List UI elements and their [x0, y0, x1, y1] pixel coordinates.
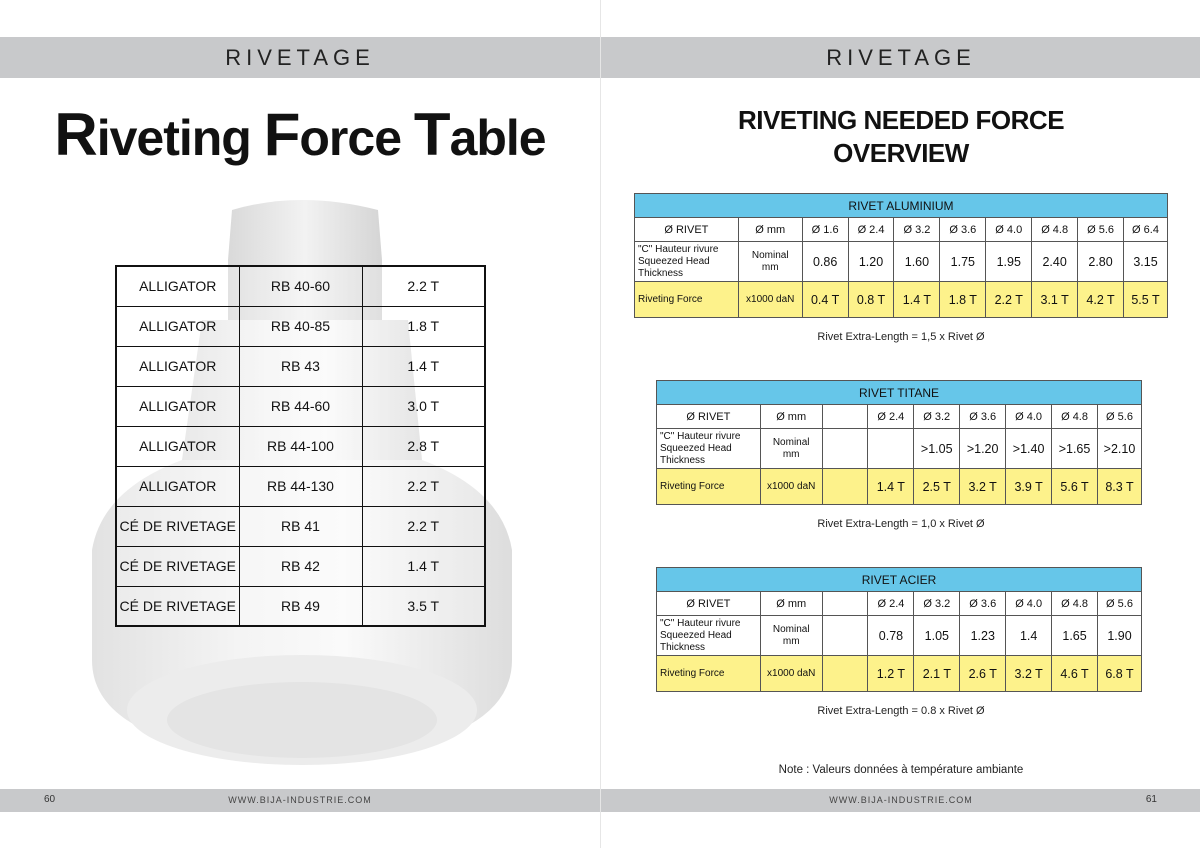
- page-title: [0, 100, 600, 169]
- thickness-label-line: Squeezed Head: [660, 442, 732, 454]
- acier-table: [656, 567, 1142, 692]
- force-cell: 3.1 T: [1032, 282, 1078, 318]
- rivet-label: Ø RIVET: [657, 592, 761, 616]
- thickness-cell: >1.65: [1052, 429, 1098, 469]
- tool-cell: ALLIGATOR: [116, 466, 239, 506]
- force-unit: x1000 daN: [738, 282, 802, 318]
- force-cell: 1.4 T: [868, 469, 914, 505]
- temperature-note: Note : Valeurs données à température ambiante: [778, 764, 1024, 776]
- tool-cell: ALLIGATOR: [116, 306, 239, 346]
- diameter-cell: Ø 1.6: [802, 218, 848, 242]
- page-number: 60: [44, 794, 56, 805]
- force-cell: 3.2 T: [960, 469, 1006, 505]
- tool-cell: ALLIGATOR: [116, 266, 239, 306]
- force-cell: [822, 469, 868, 505]
- model-cell: RB 40-85: [239, 306, 362, 346]
- force-cell: 5.6 T: [1052, 469, 1098, 505]
- thickness-cell: 1.65: [1052, 616, 1098, 656]
- table-header-row: [657, 381, 1142, 405]
- diameter-cell: [822, 592, 868, 616]
- diameter-cell: Ø 4.8: [1052, 405, 1098, 429]
- force-cell: 1.8 T: [940, 282, 986, 318]
- nominal-label: [760, 429, 822, 469]
- tool-cell: CÉ DE RIVETAGE: [116, 586, 239, 626]
- force-cell: 8.3 T: [1098, 469, 1142, 505]
- page-number: 61: [1145, 794, 1157, 805]
- diameter-cell: Ø 2.4: [868, 592, 914, 616]
- model-cell: RB 44-60: [239, 386, 362, 426]
- model-cell: RB 41: [239, 506, 362, 546]
- force-cell: 2.2 T: [986, 282, 1032, 318]
- force-label: Riveting Force: [657, 656, 761, 692]
- diameter-cell: Ø 3.2: [914, 405, 960, 429]
- diameter-row: [657, 592, 1142, 616]
- force-cell: 4.6 T: [1052, 656, 1098, 692]
- aluminium-table: [634, 193, 1168, 318]
- table-row: [116, 426, 485, 466]
- force-cell: 0.4 T: [802, 282, 848, 318]
- right-page: [600, 0, 1200, 848]
- mm-label: Ø mm: [760, 592, 822, 616]
- thickness-row: [657, 429, 1142, 469]
- force-cell: 0.8 T: [848, 282, 894, 318]
- table-header-row: [657, 568, 1142, 592]
- force-cell: 3.0 T: [362, 386, 485, 426]
- thickness-cell: >1.05: [914, 429, 960, 469]
- diameter-cell: Ø 4.0: [1006, 592, 1052, 616]
- diameter-cell: Ø 3.6: [960, 405, 1006, 429]
- model-cell: RB 49: [239, 586, 362, 626]
- force-row: [635, 282, 1168, 318]
- diameter-cell: Ø 2.4: [868, 405, 914, 429]
- force-cell: 3.2 T: [1006, 656, 1052, 692]
- title-capital: R: [54, 101, 97, 168]
- left-footer: [0, 789, 600, 812]
- force-row: [657, 656, 1142, 692]
- force-cell: 2.2 T: [362, 506, 485, 546]
- table-title: RIVET TITANE: [657, 381, 1142, 405]
- thickness-cell: 0.78: [868, 616, 914, 656]
- thickness-cell: 1.60: [894, 242, 940, 282]
- thickness-label-line: Thickness: [660, 641, 706, 653]
- diameter-cell: Ø 3.6: [960, 592, 1006, 616]
- force-label: Riveting Force: [635, 282, 739, 318]
- thickness-cell: [822, 429, 868, 469]
- diameter-cell: Ø 3.2: [894, 218, 940, 242]
- thickness-cell: >2.10: [1098, 429, 1142, 469]
- tool-cell: CÉ DE RIVETAGE: [116, 546, 239, 586]
- titane-table: [656, 380, 1142, 505]
- force-cell: 2.2 T: [362, 466, 485, 506]
- title-capital: T: [413, 101, 450, 168]
- tool-cell: CÉ DE RIVETAGE: [116, 506, 239, 546]
- rivet-label: Ø RIVET: [657, 405, 761, 429]
- nominal-label-line: Nominal: [751, 249, 789, 261]
- thickness-cell: 1.05: [914, 616, 960, 656]
- thickness-row: [657, 616, 1142, 656]
- force-cell: 2.1 T: [914, 656, 960, 692]
- model-cell: RB 43: [239, 346, 362, 386]
- force-cell: 1.4 T: [894, 282, 940, 318]
- tool-cell: ALLIGATOR: [116, 426, 239, 466]
- thickness-label: [657, 616, 761, 656]
- overview-title-line1: RIVETING NEEDED FORCE: [737, 105, 1065, 135]
- diameter-cell: Ø 2.4: [848, 218, 894, 242]
- thickness-cell: [822, 616, 868, 656]
- nominal-label-line: Nominal: [772, 436, 810, 448]
- thickness-cell: 1.4: [1006, 616, 1052, 656]
- force-unit: x1000 daN: [760, 469, 822, 505]
- right-banner: RIVETAGE: [601, 37, 1200, 78]
- table-row: [116, 546, 485, 586]
- table-title: RIVET ACIER: [657, 568, 1142, 592]
- thickness-label-line: Squeezed Head: [660, 629, 732, 641]
- nominal-label-line: Nominal: [772, 623, 810, 635]
- thickness-cell: 1.75: [940, 242, 986, 282]
- table-row: [116, 506, 485, 546]
- titane-extra-length: Rivet Extra-Length = 1,0 x Rivet Ø: [817, 518, 985, 530]
- acier-extra-length: Rivet Extra-Length = 0.8 x Rivet Ø: [817, 705, 985, 717]
- tool-cell: ALLIGATOR: [116, 386, 239, 426]
- thickness-label: [657, 429, 761, 469]
- model-cell: RB 44-100: [239, 426, 362, 466]
- table-row: [116, 586, 485, 626]
- right-footer: [601, 789, 1200, 812]
- force-cell: 2.2 T: [362, 266, 485, 306]
- diameter-cell: [822, 405, 868, 429]
- diameter-cell: Ø 3.2: [914, 592, 960, 616]
- table-row: [116, 346, 485, 386]
- diameter-row: [635, 218, 1168, 242]
- thickness-label: [635, 242, 739, 282]
- model-cell: RB 40-60: [239, 266, 362, 306]
- force-cell: 1.4 T: [362, 346, 485, 386]
- force-cell: 6.8 T: [1098, 656, 1142, 692]
- thickness-cell: 0.86: [802, 242, 848, 282]
- model-cell: RB 44-130: [239, 466, 362, 506]
- diameter-cell: Ø 4.0: [986, 218, 1032, 242]
- thickness-cell: >1.40: [1006, 429, 1052, 469]
- diameter-cell: Ø 4.8: [1032, 218, 1078, 242]
- thickness-cell: 3.15: [1124, 242, 1168, 282]
- overview-title: [601, 104, 1200, 170]
- diameter-cell: Ø 4.0: [1006, 405, 1052, 429]
- tool-cell: ALLIGATOR: [116, 346, 239, 386]
- force-cell: 2.8 T: [362, 426, 485, 466]
- diameter-cell: Ø 4.8: [1052, 592, 1098, 616]
- force-cell: 3.9 T: [1006, 469, 1052, 505]
- force-cell: 5.5 T: [1124, 282, 1168, 318]
- aluminium-extra-length: Rivet Extra-Length = 1,5 x Rivet Ø: [817, 331, 985, 343]
- nominal-label-line: mm: [782, 635, 800, 647]
- rivet-label: Ø RIVET: [635, 218, 739, 242]
- thickness-cell: 1.90: [1098, 616, 1142, 656]
- thickness-cell: 1.20: [848, 242, 894, 282]
- diameter-cell: Ø 6.4: [1124, 218, 1168, 242]
- nominal-label: [760, 616, 822, 656]
- table-row: [116, 466, 485, 506]
- diameter-cell: Ø 3.6: [940, 218, 986, 242]
- nominal-label-line: mm: [761, 261, 779, 273]
- diameter-cell: Ø 5.6: [1098, 405, 1142, 429]
- thickness-label-line: Thickness: [660, 454, 706, 466]
- thickness-cell: 1.95: [986, 242, 1032, 282]
- force-cell: 3.5 T: [362, 586, 485, 626]
- force-row: [657, 469, 1142, 505]
- website-url: WWW.BIJA-INDUSTRIE.COM: [829, 795, 973, 805]
- table-header-row: [635, 194, 1168, 218]
- title-text: able: [449, 110, 546, 166]
- force-cell: [822, 656, 868, 692]
- title-text: orce: [299, 110, 414, 166]
- force-cell: 1.2 T: [868, 656, 914, 692]
- website-url: WWW.BIJA-INDUSTRIE.COM: [228, 795, 372, 805]
- force-cell: 1.8 T: [362, 306, 485, 346]
- force-cell: 4.2 T: [1078, 282, 1124, 318]
- overview-title-line2: OVERVIEW: [833, 138, 969, 168]
- force-cell: 2.6 T: [960, 656, 1006, 692]
- mm-label: Ø mm: [760, 405, 822, 429]
- table-row: [116, 386, 485, 426]
- thickness-cell: [868, 429, 914, 469]
- thickness-cell: 2.80: [1078, 242, 1124, 282]
- title-capital: F: [263, 101, 300, 168]
- thickness-row: [635, 242, 1168, 282]
- diameter-cell: Ø 5.6: [1098, 592, 1142, 616]
- force-label: Riveting Force: [657, 469, 761, 505]
- nominal-label: [738, 242, 802, 282]
- riveting-force-table: [115, 265, 486, 627]
- title-text: iveting: [96, 110, 264, 166]
- mm-label: Ø mm: [738, 218, 802, 242]
- thickness-cell: 1.23: [960, 616, 1006, 656]
- thickness-label-line: Thickness: [638, 267, 684, 279]
- thickness-cell: 2.40: [1032, 242, 1078, 282]
- diameter-row: [657, 405, 1142, 429]
- model-cell: RB 42: [239, 546, 362, 586]
- table-title: RIVET ALUMINIUM: [635, 194, 1168, 218]
- thickness-label-line: "C" Hauteur rivure: [660, 617, 741, 629]
- table-row: [116, 266, 485, 306]
- table-row: [116, 306, 485, 346]
- force-cell: 1.4 T: [362, 546, 485, 586]
- left-banner: RIVETAGE: [0, 37, 600, 78]
- thickness-label-line: Squeezed Head: [638, 255, 710, 267]
- force-unit: x1000 daN: [760, 656, 822, 692]
- diameter-cell: Ø 5.6: [1078, 218, 1124, 242]
- thickness-cell: >1.20: [960, 429, 1006, 469]
- thickness-label-line: "C" Hauteur rivure: [660, 430, 741, 442]
- nominal-label-line: mm: [782, 448, 800, 460]
- thickness-label-line: "C" Hauteur rivure: [638, 243, 719, 255]
- force-cell: 2.5 T: [914, 469, 960, 505]
